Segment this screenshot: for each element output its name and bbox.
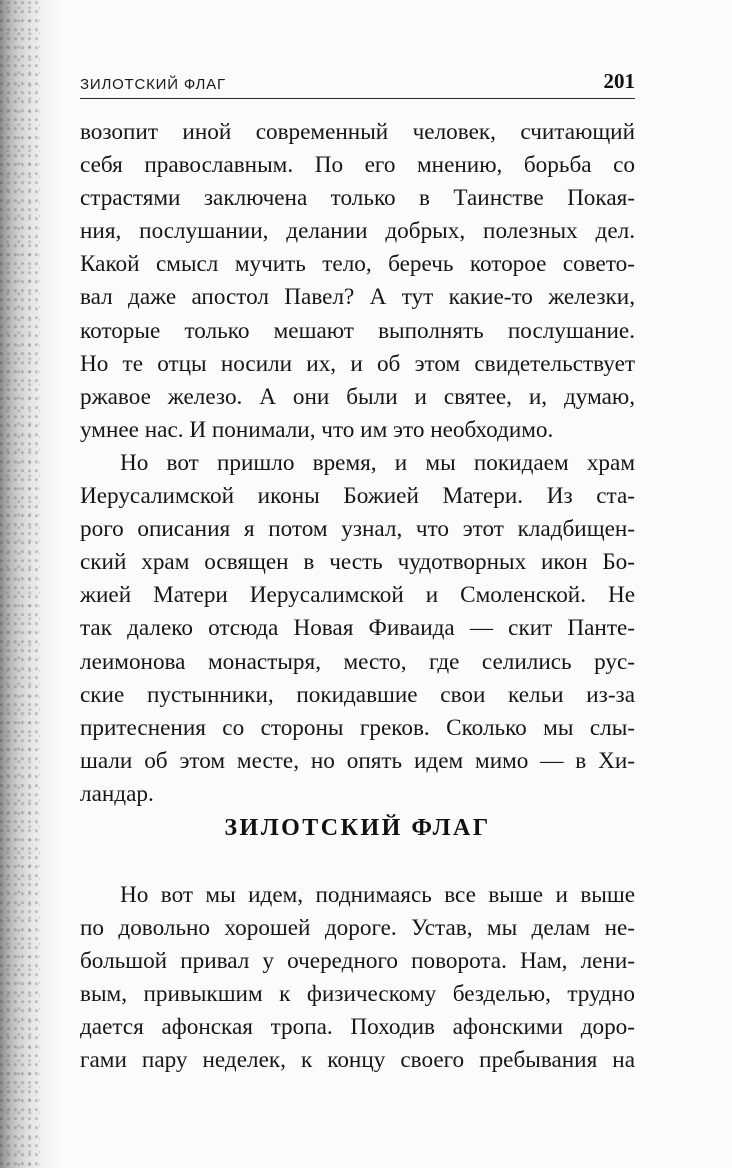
- scan-noise: [0, 0, 40, 1168]
- text-line: возопит иной современный человек, считающий: [80, 119, 635, 145]
- text-line: шали об этом месте, но опять идем мимо — в Хи-: [80, 747, 635, 774]
- paragraph-first-line: Но вот пришло время, и мы покидаем храм: [120, 449, 635, 476]
- text-line: умнее нас. И понимали, что им это необходимо.: [80, 416, 554, 443]
- text-line: леимонова монастыря, место, где селились рус-: [80, 648, 635, 675]
- body-text-upper: [80, 116, 635, 811]
- text-line: ржавое железо. А они были и святее, и, думаю,: [80, 383, 635, 410]
- text-line: так далеко отсюда Новая Фиваида — скит Панте-: [80, 615, 635, 642]
- running-header: [80, 70, 635, 99]
- text-line: ский храм освящен в честь чудотворных икон Бо-: [80, 549, 635, 576]
- page-number: 201: [603, 69, 635, 93]
- text-line: которые только мешают выполнять послушание.: [80, 317, 635, 344]
- text-line: ские пустынники, покидавшие свои кельи из-за: [80, 681, 635, 708]
- paragraph-first-line: Но вот мы идем, поднимаясь все выше и выше: [120, 882, 635, 908]
- text-line: дается афонская тропа. Походив афонскими доро-: [80, 1014, 635, 1041]
- text-line: по довольно хорошей дороге. Устав, мы делам не-: [80, 915, 635, 942]
- section-heading: ЗИЛОТСКИЙ ФЛАГ: [224, 815, 491, 841]
- text-line: ландар.: [80, 780, 154, 807]
- text-line: Какой смысл мучить тело, беречь которое совето-: [80, 251, 635, 278]
- text-line: притеснения со стороны греков. Сколько мы слы-: [80, 714, 635, 741]
- running-title: ЗИЛОТСКИЙ ФЛАГ: [80, 76, 226, 93]
- text-line: страстями заключена только в Таинстве Покая-: [80, 185, 635, 212]
- text-line: рого описания я потом узнал, что этот кладбищен-: [80, 516, 635, 543]
- body-text-lower: [80, 879, 635, 1078]
- text-line: гами пару неделек, к концу своего пребывания на: [80, 1047, 635, 1074]
- text-line: вал даже апостол Павел? А тут какие-то железки,: [80, 284, 635, 311]
- text-line: вым, привыкшим к физическому безделью, трудно: [80, 981, 635, 1008]
- text-line: большой привал у очередного поворота. Нам, лени-: [80, 948, 635, 975]
- text-line: Иерусалимской иконы Божией Матери. Из ста-: [80, 483, 635, 510]
- text-line: Но те отцы носили их, и об этом свидетельствует: [80, 350, 635, 377]
- text-line: ния, послушании, делании добрых, полезных дел.: [80, 218, 635, 245]
- text-line: себя православным. По его мнению, борьба со: [80, 152, 635, 179]
- text-line: жией Матери Иерусалимской и Смоленской. Не: [80, 582, 635, 609]
